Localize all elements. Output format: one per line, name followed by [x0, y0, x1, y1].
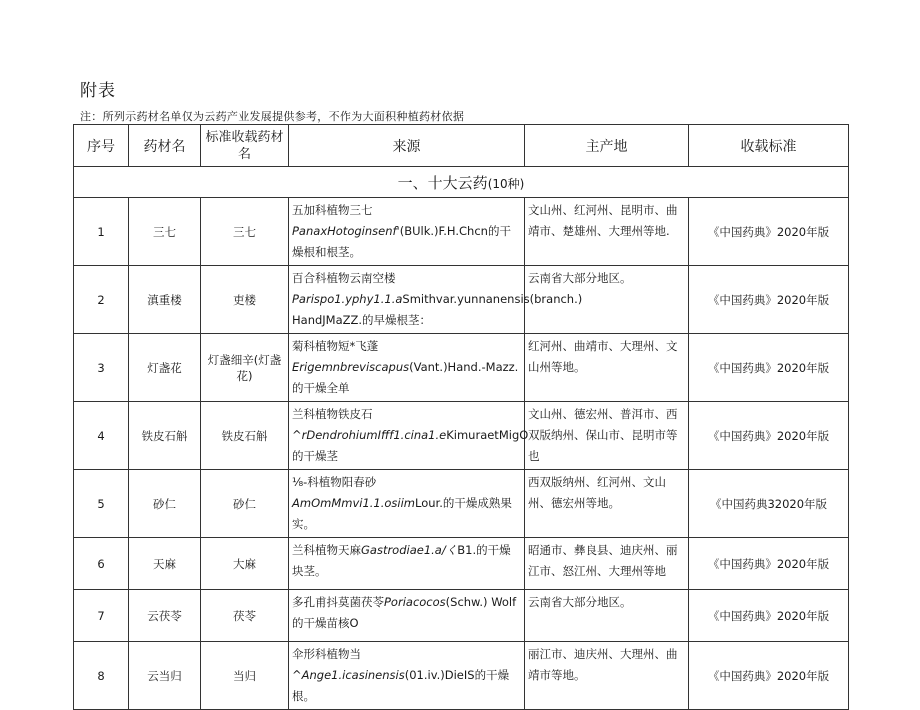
cell-source	[289, 470, 525, 538]
cell-no: 4	[74, 402, 129, 470]
cell-origin: 云南省大部分地区。	[525, 266, 689, 334]
cell-std-name: 铁皮石斛	[201, 402, 289, 470]
cell-name: 云当归	[129, 642, 201, 710]
cell-origin: 丽江市、迪庆州、大理州、曲靖市等地。	[525, 642, 689, 710]
table-row	[74, 642, 849, 710]
cell-origin: 红河州、曲靖市、大理州、文山州等地。	[525, 334, 689, 402]
table-row	[74, 198, 849, 266]
herb-table	[73, 124, 849, 710]
table-row	[74, 402, 849, 470]
cell-origin: 文山州、德宏州、普洱市、西双版纳州、保山市、昆明市等也	[525, 402, 689, 470]
header-row	[74, 125, 849, 167]
cell-no: 7	[74, 590, 129, 642]
cell-std-name: 三七	[201, 198, 289, 266]
source-latin: Gastrodiae1.a/く	[361, 543, 458, 557]
cell-name: 滇重楼	[129, 266, 201, 334]
source-chinese: 兰科植物铁皮石	[292, 407, 373, 421]
cell-name: 铁皮石斛	[129, 402, 201, 470]
cell-std-name: 茯苓	[201, 590, 289, 642]
source-chinese: 多孔甫抖莫菌茯苓	[292, 595, 384, 609]
header-standard: 收载标准	[689, 125, 849, 167]
section-title: 一、十大云药(10种)	[74, 167, 849, 198]
source-author: B1.的干燥块茎。	[292, 543, 511, 578]
cell-origin: 西双版纳州、红河州、文山州、德宏州等地。	[525, 470, 689, 538]
cell-no: 3	[74, 334, 129, 402]
cell-no: 8	[74, 642, 129, 710]
cell-no: 6	[74, 538, 129, 590]
cell-source	[289, 642, 525, 710]
source-author: Lour.的干燥成熟果实。	[292, 496, 512, 531]
cell-name: 云茯苓	[129, 590, 201, 642]
cell-standard: 《中国药典》2020年版	[689, 538, 849, 590]
cell-std-name: 砂仁	[201, 470, 289, 538]
source-chinese: 百合科植物云南空楼	[292, 271, 396, 285]
cell-name: 天麻	[129, 538, 201, 590]
source-latin: PanaxHotoginsenf'	[292, 224, 400, 238]
source-author: (Vant.)Hand.-Mazz.的干燥全单	[292, 360, 519, 395]
cell-source	[289, 334, 525, 402]
table-row	[74, 538, 849, 590]
source-chinese: 兰科植物天麻	[292, 543, 361, 557]
page-heading: 附表	[80, 81, 116, 101]
section-count: (10种)	[487, 176, 525, 191]
table-row	[74, 334, 849, 402]
note-text: 注：所列示药材名单仅为云药产业发展提供参考，不作为大面积种植药材依据	[80, 110, 465, 123]
table-row	[74, 470, 849, 538]
cell-name: 灯盏花	[129, 334, 201, 402]
cell-name: 三七	[129, 198, 201, 266]
table-row	[74, 266, 849, 334]
section-row	[74, 167, 849, 198]
source-chinese: 菊科植物短*飞蓬	[292, 339, 379, 353]
source-latin: ^Ange1.icasinensis	[292, 668, 405, 682]
cell-origin: 云南省大部分地区。	[525, 590, 689, 642]
cell-source	[289, 402, 529, 470]
cell-std-name: 灯盏细辛(灯盏花)	[201, 334, 289, 402]
source-author: KimuraetMigO的干燥茎	[292, 428, 529, 463]
source-author: Smithvar.yunnanensis(branch.) HandJMaZZ.的早燥根茎：	[292, 292, 583, 327]
source-latin: AmOmMmvi1.1.osiim	[292, 496, 416, 510]
source-author: (BUlk.)F.H.Chcn的干燥根和根茎。	[292, 224, 511, 259]
source-chinese: ⅛-科植物阳春砂	[292, 475, 377, 489]
cell-no: 2	[74, 266, 129, 334]
table-row	[74, 590, 849, 642]
source-latin: Erigemnbreviscapus	[292, 360, 410, 374]
header-std-name: 标准收载药材名	[201, 125, 289, 167]
cell-standard: 《中国药典》2020年版	[689, 334, 849, 402]
cell-origin: 文山州、红河州、昆明市、曲靖市、楚雄州、大理州等地.	[525, 198, 689, 266]
source-author: (01.iv.)DieIS的干燥根。	[292, 668, 510, 703]
cell-origin: 昭通市、彝良县、迪庆州、丽江市、怒江州、大理州等地	[525, 538, 689, 590]
cell-no: 5	[74, 470, 129, 538]
source-latin: Poriacocos	[384, 595, 446, 609]
source-latin: ^rDendrohiumIfff1.cina1.e	[292, 428, 447, 442]
source-author: (Schw.) Wolf的干燥苗核O	[292, 595, 517, 630]
cell-source	[289, 590, 525, 642]
source-chinese: 五加科植物三七	[292, 203, 373, 217]
cell-source	[289, 198, 525, 266]
header-name: 药材名	[129, 125, 201, 167]
cell-name: 砂仁	[129, 470, 201, 538]
cell-std-name: 大麻	[201, 538, 289, 590]
header-no: 序号	[74, 125, 129, 167]
cell-standard: 《中国药典》2020年版	[689, 402, 849, 470]
cell-standard: 《中国药典》2020年版	[689, 590, 849, 642]
source-latin: Parispo1.yphy1.1.a	[292, 292, 403, 306]
cell-no: 1	[74, 198, 129, 266]
header-origin: 主产地	[525, 125, 689, 167]
source-chinese: 伞形科植物当	[292, 647, 361, 661]
cell-standard: 《中国药典》2020年版	[689, 642, 849, 710]
cell-std-name: 当归	[201, 642, 289, 710]
cell-source	[289, 538, 525, 590]
cell-standard: 《中国药典》2020年版	[689, 266, 849, 334]
header-source: 来源	[289, 125, 525, 167]
cell-std-name: 吏楼	[201, 266, 289, 334]
cell-standard: 《中国药典》2020年版	[689, 198, 849, 266]
cell-standard: 《中国药典32020年版	[689, 470, 849, 538]
